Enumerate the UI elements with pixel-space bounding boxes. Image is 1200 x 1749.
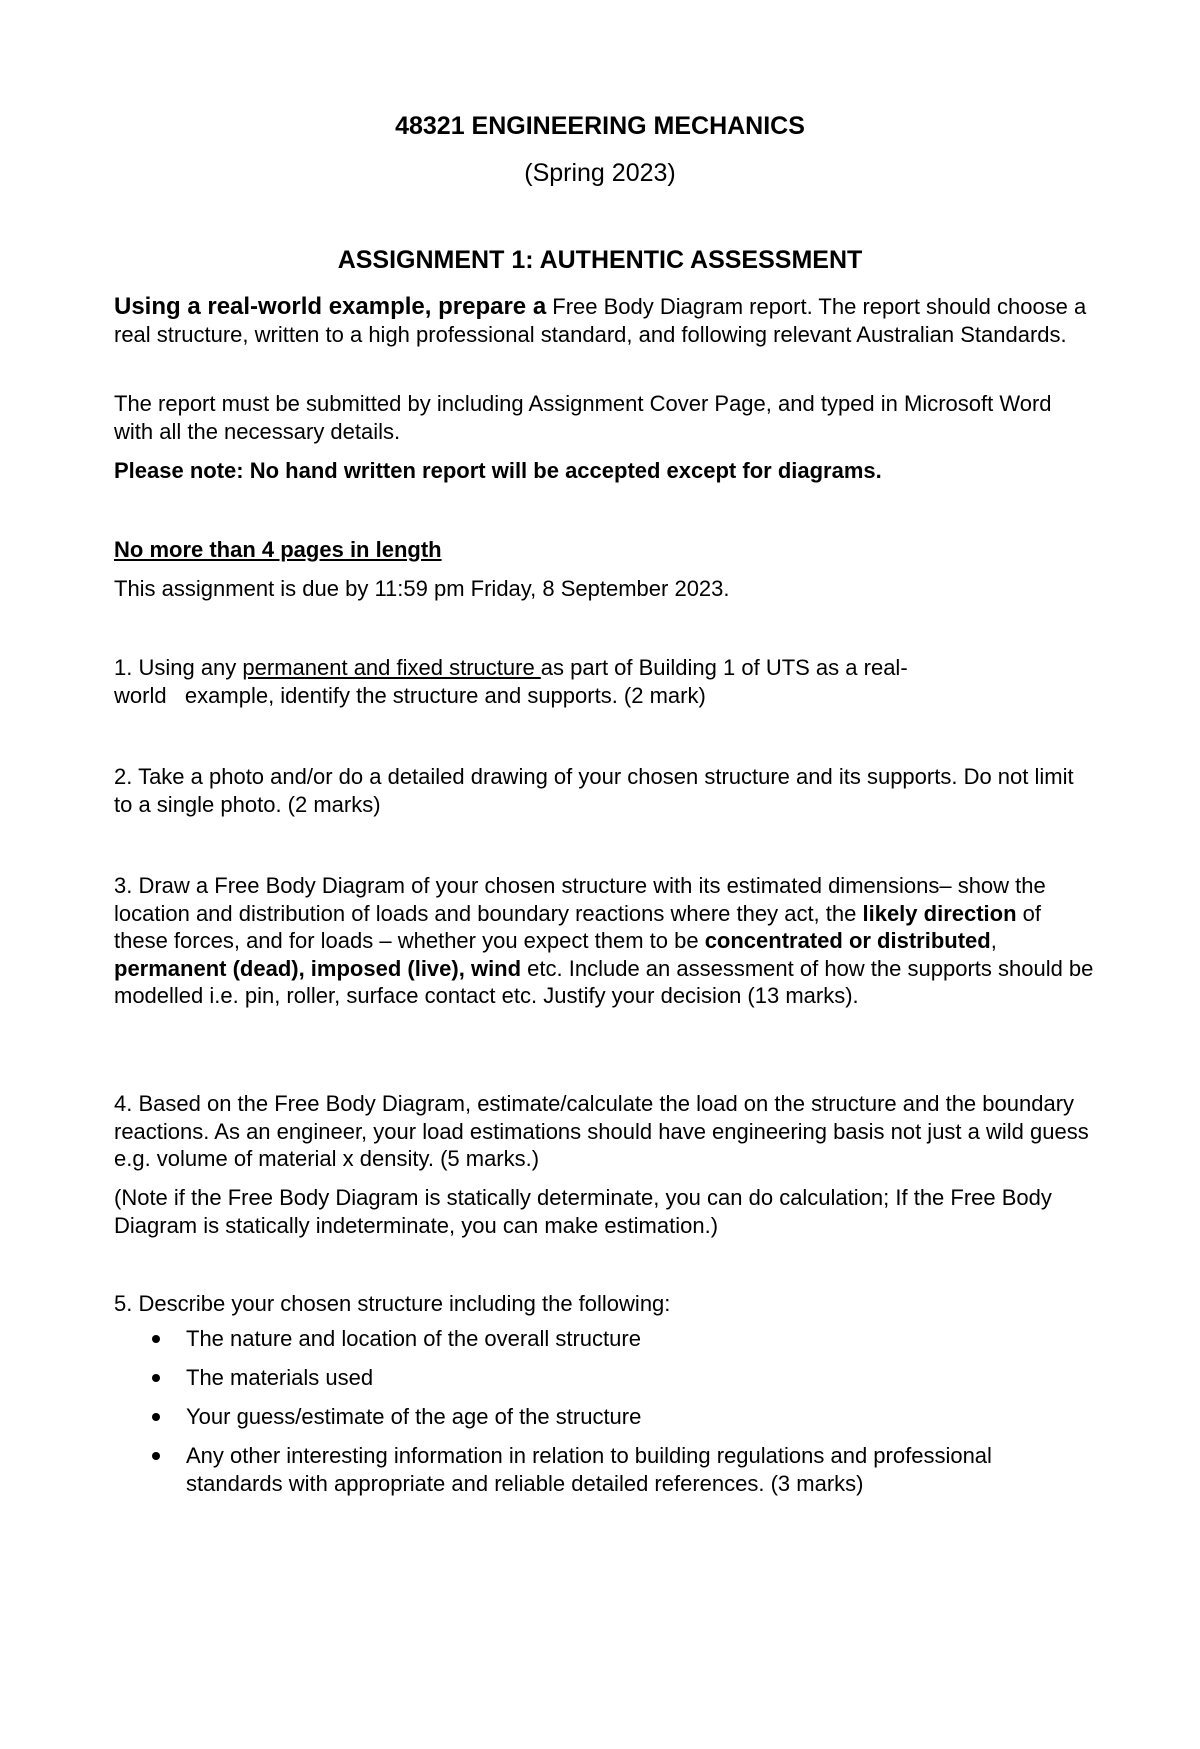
bullet-icon [152,1452,160,1460]
q1-underlined: permanent and fixed structure [242,655,541,680]
submission-paragraph: The report must be submitted by including Assignment Cover Page, and typed in Microsoft Word with all the necessary details. [114,391,1052,444]
list-item: Any other interesting information in relation to building regulations and professional standards with appropriate and reliable detailed references. (3 marks) [186,1442,1086,1497]
length-heading: No more than 4 pages in length [114,537,442,562]
intro-rest: Free Body Diagram report. The report should choose a real structure, written to a high professional standard, and following relevant Australian Standards. [114,294,1087,347]
intro-lead: Using a real-world example, prepare a [114,293,547,320]
question-2: 2. Take a photo and/or do a detailed drawing of your chosen structure and its supports. Do not limit to a single photo. (2 marks) [114,764,1074,817]
bullet-icon [152,1335,160,1343]
question-4: 4. Based on the Free Body Diagram, estimate/calculate the load on the structure and the boundary reactions. As an engineer, your load estimations should have engineering basis not just a wild guess e.g. volume of material x density. (5 marks.) [114,1091,1089,1171]
q1-text-b: as part of Building 1 of UTS as a real- [540,655,908,680]
bullet-icon [152,1413,160,1421]
q3-text-a: 3. Draw a Free Body Diagram of your chosen structure with its estimated dimensions– show the location and distribution of loads and boundary reactions where they act, the [114,873,1046,926]
list-item: The materials used [186,1364,1086,1392]
list-item: Your guess/estimate of the age of the structure [186,1403,1086,1431]
bullet-icon [152,1374,160,1382]
intro-paragraph [114,293,1094,348]
q3-bold-direction: likely direction [862,900,1017,926]
question-5-list [186,1325,1086,1509]
due-date: This assignment is due by 11:59 pm Friday, 8 September 2023. [114,576,730,601]
course-title: 48321 ENGINEERING MECHANICS [395,112,805,140]
q3-bold-distribution: concentrated or distributed [704,928,991,953]
question-1 [114,654,1094,709]
term-label: (Spring 2023) [524,159,676,187]
question-5-intro: 5. Describe your chosen structure including the following: [114,1291,671,1316]
question-3 [114,872,1094,1010]
handwritten-note: Please note: No hand written report will be accepted except for diagrams. [114,458,882,483]
question-4-note: (Note if the Free Body Diagram is statically determinate, you can do calculation; If the Free Body Diagram is statically indeterminate, you can make estimation.) [114,1185,1052,1238]
q1-text-line2: world example, identify the structure and supports. (2 mark) [114,682,706,708]
q3-text-d: , [990,928,997,953]
assignment-title: ASSIGNMENT 1: AUTHENTIC ASSESSMENT [337,246,863,274]
q3-text-c: of these forces, and for loads – whether you expect them to be [114,900,1042,953]
q3-text-e: etc. Include an assessment of how the supports should be modelled i.e. pin, roller, surface contact etc. Justify your decision (13 marks). [114,955,1094,1008]
q1-text-a: 1. Using any [114,655,243,680]
q3-bold-load-types: permanent (dead), imposed (live), wind [114,955,522,981]
list-item: The nature and location of the overall structure [186,1325,1086,1353]
